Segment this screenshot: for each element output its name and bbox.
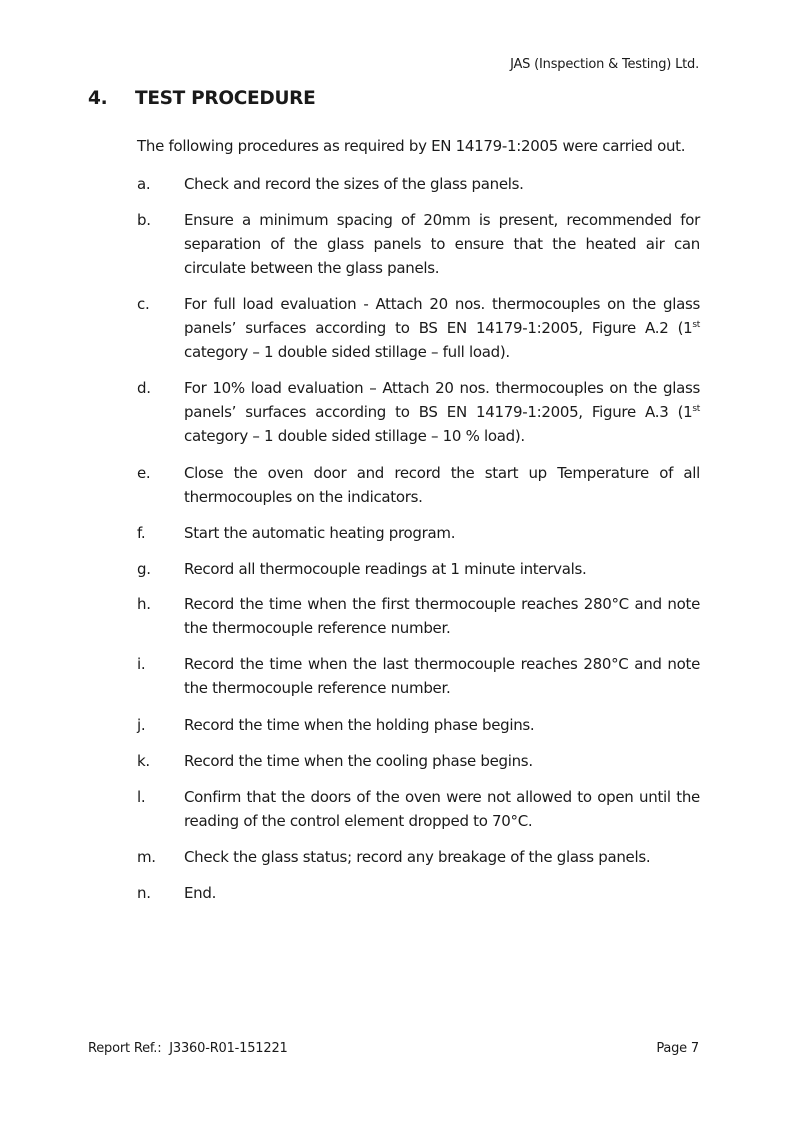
ordinal-superscript: st	[692, 404, 700, 415]
list-item-text: Check and record the sizes of the glass panels.	[184, 175, 524, 193]
list-marker: f.	[137, 524, 146, 542]
section-number: 4.	[88, 88, 108, 109]
list-marker: b.	[137, 211, 151, 229]
list-marker: d.	[137, 379, 151, 397]
page-header-company: JAS (Inspection & Testing) Ltd.	[510, 57, 699, 72]
list-marker: a.	[137, 175, 151, 193]
list-item-text: Record the time when the holding phase begins.	[184, 716, 535, 734]
list-item-text	[184, 292, 700, 365]
list-item-text: Record the time when the cooling phase begins.	[184, 752, 533, 770]
list-item-text: Ensure a minimum spacing of 20mm is present, recommended for separation of the glass panels to ensure that the heated air can circulate between the glass panels.	[184, 211, 700, 278]
text-segment: category – 1 double sided stillage – full load).	[184, 343, 510, 362]
list-item-text: Record the time when the first thermocouple reaches 280°C and note the thermocouple reference number.	[184, 595, 700, 638]
list-marker: e.	[137, 464, 151, 482]
list-marker: i.	[137, 655, 146, 673]
ordinal-superscript: st	[692, 320, 700, 331]
intro-paragraph: The following procedures as required by EN 14179-1:2005 were carried out.	[137, 137, 686, 155]
list-marker: n.	[137, 884, 151, 902]
list-marker: h.	[137, 595, 151, 613]
list-item-text: End.	[184, 884, 217, 902]
list-item-text: Close the oven door and record the start up Temperature of all thermocouples on the indicators.	[184, 464, 700, 507]
footer-report-ref: Report Ref.: J3360-R01-151221	[88, 1041, 288, 1056]
list-marker: l.	[137, 788, 146, 806]
list-item-text: Start the automatic heating program.	[184, 524, 456, 542]
text-segment: For full load evaluation - Attach 20 nos. thermocouples on the glass panels’ surfaces according to BS EN 14179-1:2005, Figure A.2 (1	[184, 295, 700, 338]
list-item-text: Record the time when the last thermocouple reaches 280°C and note the thermocouple reference number.	[184, 655, 700, 698]
list-item-text: Check the glass status; record any breakage of the glass panels.	[184, 848, 651, 866]
text-segment: category – 1 double sided stillage – 10 % load).	[184, 427, 525, 446]
list-item-text: Confirm that the doors of the oven were not allowed to open until the reading of the control element dropped to 70°C.	[184, 788, 700, 831]
list-item-text: Record all thermocouple readings at 1 minute intervals.	[184, 560, 587, 578]
list-item-text	[184, 376, 700, 449]
text-segment: For 10% load evaluation – Attach 20 nos. thermocouples on the glass panels’ surfaces according to BS EN 14179-1:2005, Figure A.3 (1	[184, 379, 700, 422]
list-marker: g.	[137, 560, 151, 578]
section-title: TEST PROCEDURE	[135, 88, 316, 109]
list-marker: k.	[137, 752, 150, 770]
footer-page-number: Page 7	[656, 1041, 699, 1056]
list-marker: c.	[137, 295, 150, 313]
list-marker: j.	[137, 716, 146, 734]
list-marker: m.	[137, 848, 156, 866]
section-heading	[88, 88, 315, 109]
